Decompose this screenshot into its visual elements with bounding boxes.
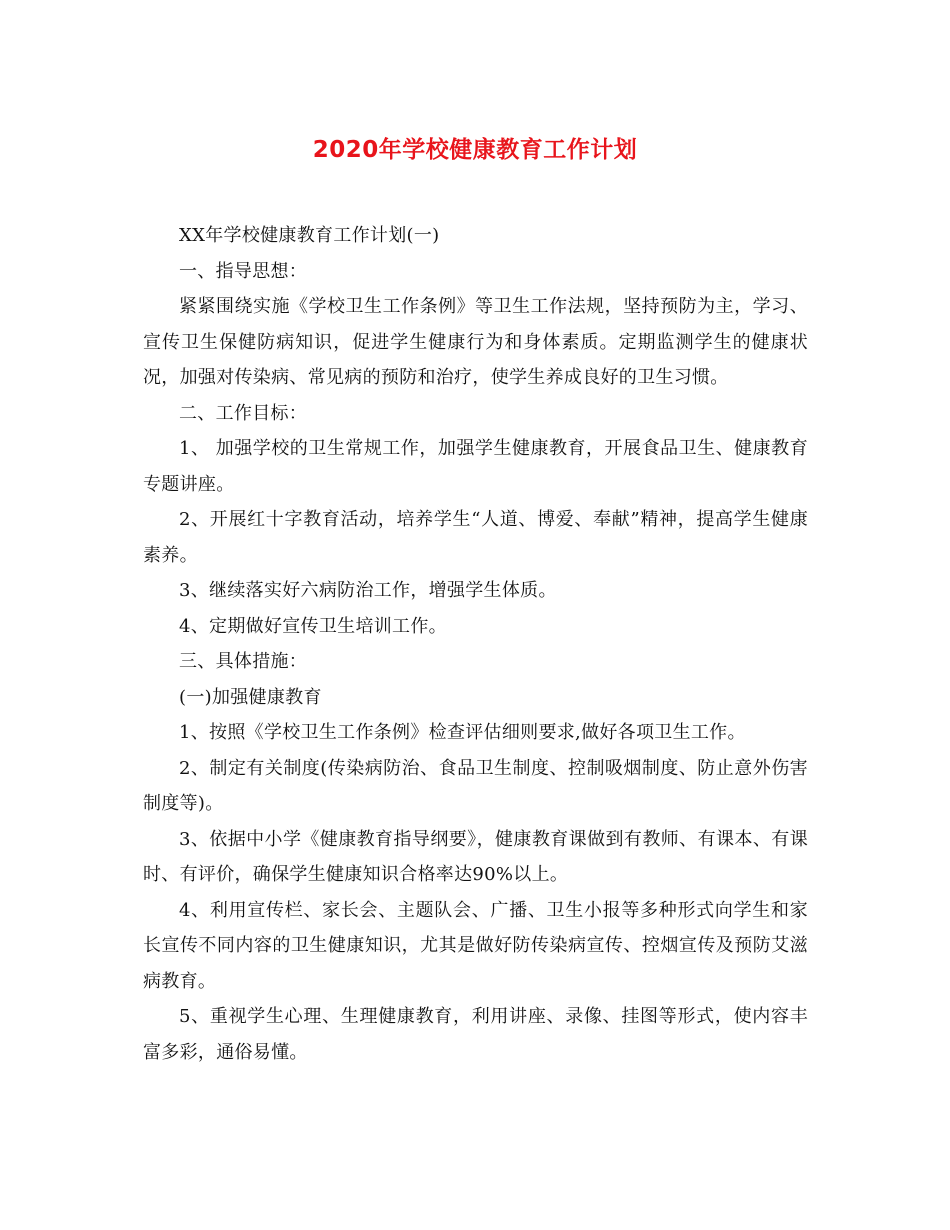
- list-item: 1、 加强学校的卫生常规工作，加强学生健康教育，开展食品卫生、健康教育专题讲座。: [143, 438, 808, 495]
- document-body: [143, 218, 808, 1070]
- section-heading: 三、具体措施：: [179, 651, 308, 672]
- list-item: 4、利用宣传栏、家长会、主题队会、广播、卫生小报等多种形式向学生和家长宣传不同内容的卫生健康知识，尤其是做好防传染病宣传、控烟宣传及预防艾滋病教育。: [143, 899, 808, 992]
- list-item: 2、制定有关制度(传染病防治、食品卫生制度、控制吸烟制度、防止意外伤害制度等)。: [143, 757, 808, 814]
- list-item: 3、依据中小学《健康教育指导纲要》，健康教育课做到有教师、有课本、有课时、有评价，确保学生健康知识合格率达90%以上。: [143, 828, 808, 885]
- list-item: 1、按照《学校卫生工作条例》检查评估细则要求,做好各项卫生工作。: [179, 722, 746, 743]
- section-heading: 一、指导思想：: [179, 260, 308, 282]
- paragraph: 紧紧围绕实施《学校卫生工作条例》等卫生工作法规，坚持预防为主，学习、宣传卫生保健防病知识，促进学生健康行为和身体素质。定期监测学生的健康状况，加强对传染病、常见病的预防和治疗，使学生养成良好的卫生习惯。: [143, 296, 808, 388]
- list-item: 3、继续落实好六病防治工作，增强学生体质。: [179, 580, 557, 601]
- list-item: 2、开展红十字教育活动，培养学生“人道、博爱、奉献”精神，提高学生健康素养。: [143, 509, 808, 566]
- document-title: 2020年学校健康教育工作计划: [312, 137, 638, 163]
- subsection-heading: (一)加强健康教育: [179, 686, 322, 708]
- list-item: 4、定期做好宣传卫生培训工作。: [179, 615, 447, 637]
- list-item: 5、重视学生心理、生理健康教育，利用讲座、录像、挂图等形式，使内容丰富多彩，通俗易懂。: [143, 1006, 808, 1063]
- section-heading: XX年学校健康教育工作计划(一): [179, 225, 440, 246]
- section-heading: 二、工作目标：: [179, 402, 308, 424]
